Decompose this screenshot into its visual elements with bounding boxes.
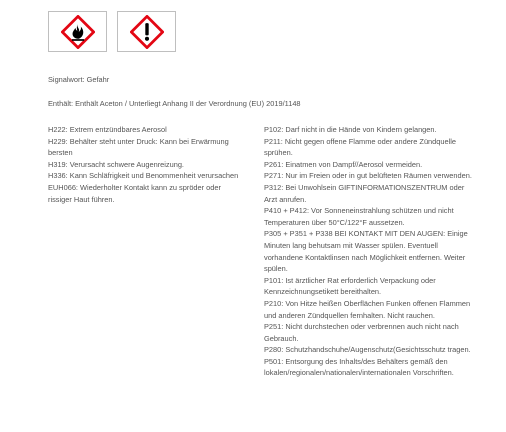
precautionary-statement: P210: Von Hitze heißen Oberflächen Funken offenen Flammen und anderen Zündquellen fernhalten. Nicht rauchen. [264, 298, 471, 320]
precautionary-statement: P305 + P351 + P338 BEI KONTAKT MIT DEN AUGEN: Einige Minuten lang behutsam mit Wasser spülen. Eventuell vorhandene Kontaktlinsen nach Möglichkeit entfernen. Weiter spülen. [264, 229, 468, 274]
precautionary-statement: P211: Nicht gegen offene Flamme oder andere Zündquelle sprühen. [264, 136, 457, 158]
hazard-statement: H336: Kann Schläfrigkeit und Benommenheit verursachen [48, 171, 239, 181]
precautionary-statement: P312: Bei Unwohlsein GIFTINFORMATIONSZENTRUM oder Arzt anrufen. [264, 182, 465, 204]
hazard-statement: EUH066: Wiederholter Kontakt kann zu spröder oder rissiger Haut führen. [48, 182, 221, 204]
precautionary-statement: P261: Einatmen von Dampf//Aerosol vermeiden. [264, 159, 423, 169]
hazard-statement: H222: Extrem entzündbares Aerosol [48, 125, 167, 134]
precautionary-statement: P280: Schutzhandschuhe/Augenschutz(Gesichtsschutz tragen. [264, 345, 471, 355]
contains-statement: Enthält: Enthält Aceton / Unterliegt Anhang II der Verordnung (EU) 2019/1148 [48, 99, 301, 108]
precautionary-statement: P501: Entsorgung des Inhalts/des Behälters gemäß den lokalen/regionalen/nationalen/internationalen Vorschriften. [264, 356, 454, 378]
precautionary-statement: P271: Nur im Freien oder in gut belüfteten Räumen verwenden. [264, 171, 472, 181]
pictogram-card-flammable [48, 11, 107, 52]
ghs-pictogram-row [48, 11, 176, 52]
flame-icon [61, 15, 95, 49]
hazard-statement: H319: Verursacht schwere Augenreizung. [48, 159, 184, 169]
signal-word: Signalwort: Gefahr [48, 75, 110, 84]
pictogram-card-exclamation [117, 11, 176, 52]
precautionary-statements-list [264, 124, 474, 379]
hazard-statement: H229: Behälter steht unter Druck: Kann bei Erwärmung bersten [48, 136, 229, 158]
precautionary-statement: P251: Nicht durchstechen oder verbrennen auch nicht nach Gebrauch. [264, 322, 459, 343]
exclamation-icon [130, 15, 164, 49]
precautionary-statement: P101: Ist ärztlicher Rat erforderlich Verpackung oder Kennzeichnungsetikett bereithalten. [264, 275, 436, 297]
hazard-statements-list [48, 124, 246, 205]
precautionary-statement: P102: Darf nicht in die Hände von Kindern gelangen. [264, 125, 437, 134]
precautionary-statement: P410 + P412: Vor Sonneneinstrahlung schützen und nicht Temperaturen über 50°C/122°F aussetzen. [264, 206, 454, 227]
